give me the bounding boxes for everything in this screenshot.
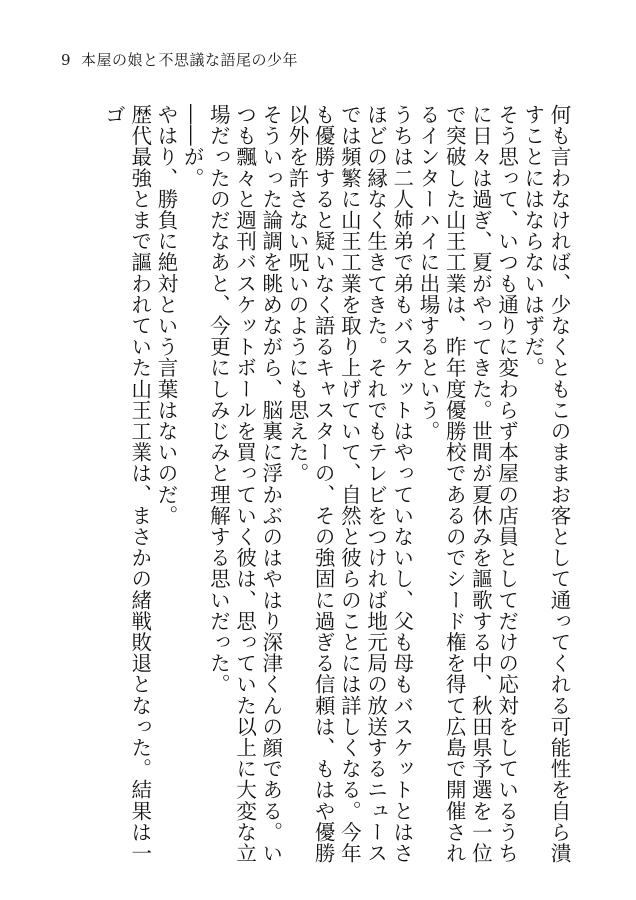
paragraph: そういった論調を眺めながら、脳裏に浮かぶのはやはり深津くんの顔である。いつも飄々と週刊バスケットボールを買っていく彼は、思っていた以上に大変な立場だったのだなあと、今更にしみじみと理解する思いだった。: [206, 104, 283, 864]
paragraph: 何も言わなければ、少なくともこのままお客として通ってくれる可能性を自ら潰すことにはならないはずだ。: [520, 104, 571, 864]
running-head: [61, 49, 298, 70]
chapter-title: 本屋の娘と不思議な語尾の少年: [81, 51, 299, 69]
paragraph: 歴代最強とまで謳われていた山王工業は、まさかの緒戦敗退となった。結果は一ゴ: [101, 104, 152, 864]
page-number: 9: [61, 51, 72, 69]
paragraph: ――が。: [180, 104, 205, 189]
paragraph: そう思って、いつも通りに変わらず本屋の店員としてだけの応対をしているうちに日々は過ぎ、夏がやってきた。世間が夏休みを謳歌する中、秋田県予選を一位で突破した山王工業は、昨年度優勝校であるのでシード権を得て広島で開催されるインターハイに出場するという。: [415, 104, 519, 864]
paragraph: やはり、勝負に絶対という言葉はないのだ。: [153, 104, 178, 526]
body-text: [100, 104, 572, 874]
paragraph: うちは二人姉弟で弟もバスケットはやっていないし、父も母もバスケットとはさほどの縁なく生きてきた。それでもテレビをつければ地元局の放送するニュースでは頻繁に山王工業を取り上げていて、自然と彼らのことには詳しくなる。今年も優勝すると疑いなく語るキャスターの、その強固に過ぎる信頼は、もはや優勝以外を許さない呪いのようにも思えた。: [284, 104, 414, 864]
